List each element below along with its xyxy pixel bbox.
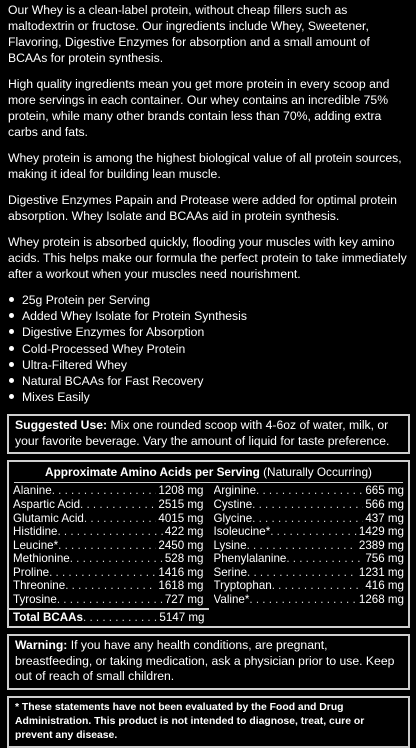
amino-row	[13, 539, 204, 553]
leader-dots	[84, 512, 156, 526]
amino-name: Lysine	[213, 538, 247, 552]
amino-value: 1208 mg	[158, 484, 204, 498]
amino-row	[214, 593, 405, 607]
amino-name: Methionine	[13, 552, 70, 566]
amino-name: Glycine	[213, 511, 253, 525]
amino-value: 2515 mg	[158, 497, 204, 511]
warning-box	[7, 634, 410, 690]
amino-name: Serine	[213, 565, 248, 579]
amino-name: Histidine	[13, 525, 58, 539]
amino-acid-table	[7, 460, 410, 628]
leader-dots	[58, 539, 156, 553]
amino-name: Aspartic Acid	[13, 497, 81, 511]
total-bcaas-label: Total BCAAs	[13, 611, 83, 625]
leader-dots	[83, 611, 157, 625]
amino-row	[13, 512, 204, 526]
leader-dots	[252, 498, 363, 512]
amino-name: Glutamic Acid	[13, 511, 84, 525]
suggested-use-text: Mix one rounded scoop with 4-6oz of water, milk, or your favorite beverage. Vary the amount of liquid for taste preference.	[15, 418, 390, 448]
intro-paragraph-3: Whey protein is among the highest biological value of all protein sources, making it ideal for building lean muscle.	[8, 151, 402, 181]
intro-paragraph-2: High quality ingredients mean you get more protein in every scoop and more servings in each container. Our whey contains an incredible 75% protein, while many other brands contain less than 70%, adding extra carbs and fats.	[8, 77, 390, 139]
amino-row	[13, 484, 204, 498]
amino-value: 756 mg	[365, 552, 404, 566]
amino-table-header	[14, 462, 403, 483]
feature-item: Added Whey Isolate for Protein Synthesis	[8, 308, 411, 324]
amino-value: 1268 mg	[358, 592, 404, 606]
leader-dots	[247, 539, 357, 553]
leader-dots	[270, 525, 357, 539]
leader-dots	[49, 566, 156, 580]
amino-name: Arginine	[213, 484, 257, 498]
warning-text: If you have any health conditions, are pregnant, breastfeeding, or taking medication, ask a physician prior to use. Keep out of reach of small children.	[15, 638, 395, 684]
amino-value: 416 mg	[365, 579, 404, 593]
amino-row	[13, 579, 204, 593]
intro-paragraph-5: Whey protein is absorbed quickly, flooding your muscles with key amino acids. This helps make our formula the perfect protein to take immediately after a workout when your muscles need nourishment.	[8, 235, 407, 281]
amino-value: 1429 mg	[358, 525, 404, 539]
amino-name: Valine*	[213, 592, 250, 606]
amino-value: 2450 mg	[158, 538, 204, 552]
amino-name: Alanine	[13, 484, 52, 498]
amino-row	[214, 579, 405, 593]
amino-name: Proline	[13, 565, 50, 579]
feature-list	[8, 292, 411, 405]
feature-item: Digestive Enzymes for Absorption	[8, 324, 411, 340]
suggested-use-label: Suggested Use:	[15, 418, 108, 433]
fda-disclaimer: * These statements have not been evaluated by the Food and Drug Administration. This product is not intended to diagnose, treat, cure or prevent any disease.	[7, 696, 410, 748]
amino-row	[214, 552, 405, 566]
feature-item: Natural BCAAs for Fast Recovery	[8, 373, 411, 389]
leader-dots	[249, 593, 356, 607]
amino-value: 4015 mg	[158, 511, 204, 525]
amino-row	[214, 512, 405, 526]
feature-item: Mixes Easily	[8, 389, 411, 405]
amino-value: 727 mg	[164, 592, 204, 606]
amino-row	[214, 498, 405, 512]
amino-value: 528 mg	[164, 552, 204, 566]
leader-dots	[256, 484, 363, 498]
amino-value: 422 mg	[164, 525, 204, 539]
amino-table-title: Approximate Amino Acids per Serving	[45, 465, 260, 480]
leader-dots	[70, 552, 163, 566]
amino-row	[13, 593, 204, 607]
amino-name: Cystine	[213, 497, 253, 511]
amino-name: Phenylalanine	[213, 552, 287, 566]
amino-row	[214, 525, 405, 539]
feature-item: Cold-Processed Whey Protein	[8, 341, 411, 357]
leader-dots	[80, 498, 156, 512]
intro-paragraph-4: Digestive Enzymes Papain and Protease were added for optimal protein absorption. Whey Isolate and BCAAs aid in protein synthesis.	[8, 193, 397, 223]
leader-dots	[272, 579, 364, 593]
leader-dots	[57, 525, 162, 539]
amino-value: 566 mg	[365, 497, 404, 511]
amino-row	[13, 525, 204, 539]
total-bcaas-row	[9, 608, 209, 626]
amino-value: 665 mg	[365, 484, 404, 498]
amino-value: 1618 mg	[158, 579, 204, 593]
amino-name: Tyrosine	[13, 592, 57, 606]
leader-dots	[52, 484, 157, 498]
amino-name: Isoleucine*	[213, 525, 271, 539]
leader-dots	[65, 579, 156, 593]
amino-table-subtitle: (Naturally Occurring)	[259, 465, 372, 480]
amino-value: 1231 mg	[358, 565, 404, 579]
amino-name: Leucine*	[13, 538, 59, 552]
leader-dots	[286, 552, 363, 566]
leader-dots	[57, 593, 163, 607]
intro-paragraph-1: Our Whey is a clean-label protein, without cheap fillers such as maltodextrin or fructose. Our ingredients include Whey, Sweetener, Flavoring, Digestive Enzymes for absorption and a small amount of BCAAs for protein synthesis.	[8, 3, 370, 65]
amino-name: Threonine	[13, 579, 66, 593]
leader-dots	[252, 512, 363, 526]
amino-name: Tryptophan	[213, 579, 272, 593]
warning-label: Warning:	[15, 638, 68, 653]
total-bcaas-value: 5147 mg	[159, 611, 205, 625]
amino-row	[214, 484, 405, 498]
amino-row	[13, 566, 204, 580]
amino-value: 1416 mg	[158, 565, 204, 579]
amino-value: 2389 mg	[358, 538, 404, 552]
leader-dots	[247, 566, 357, 580]
feature-item: Ultra-Filtered Whey	[8, 357, 411, 373]
amino-row	[13, 498, 204, 512]
amino-value: 437 mg	[365, 511, 404, 525]
suggested-use-box	[7, 414, 410, 454]
amino-row	[214, 539, 405, 553]
amino-grid	[9, 483, 408, 606]
amino-row	[214, 566, 405, 580]
feature-item: 25g Protein per Serving	[8, 292, 411, 308]
amino-row	[13, 552, 204, 566]
